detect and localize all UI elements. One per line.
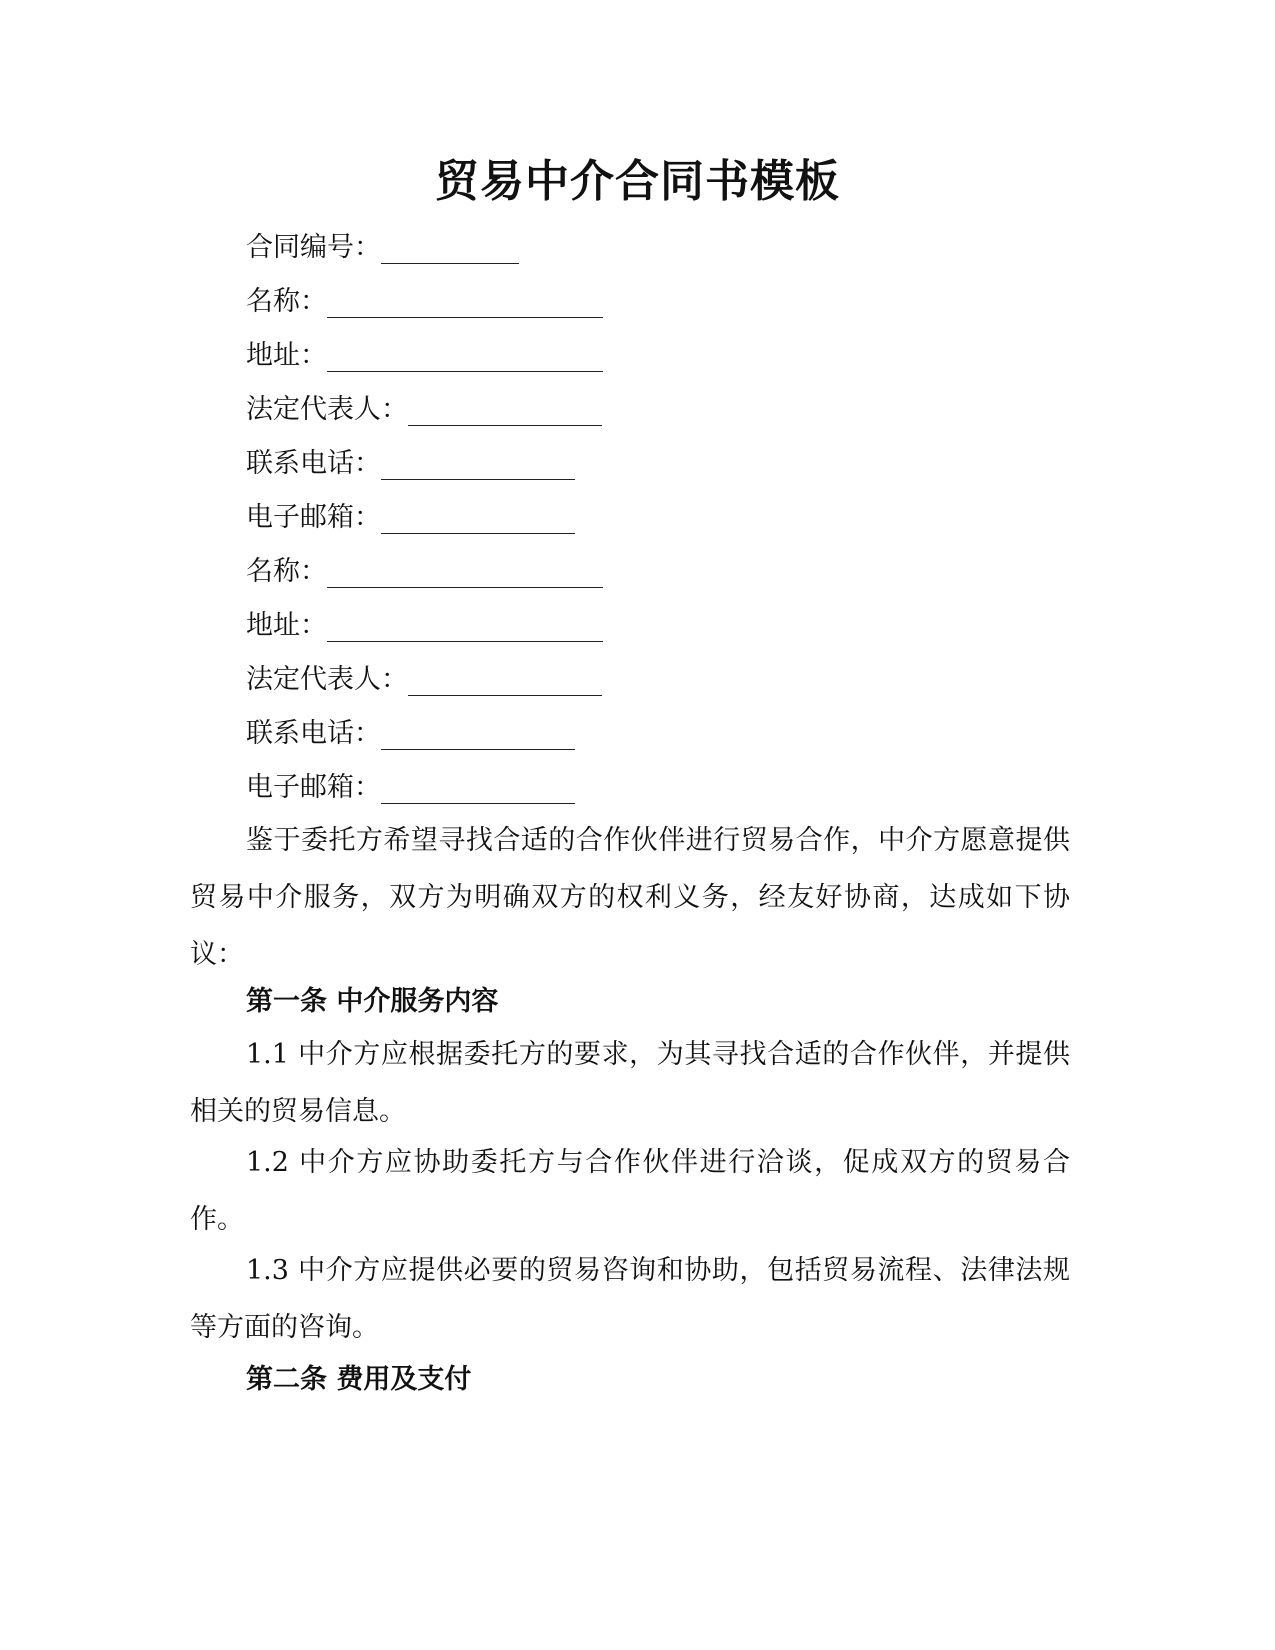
- article-1-heading: 第一条 中介服务内容: [246, 986, 499, 1017]
- blank-line: [381, 451, 575, 480]
- field-label: 地址：: [246, 340, 327, 371]
- field-phone: [246, 444, 575, 484]
- field-name: [246, 552, 603, 592]
- clause-1-3: 1.3 中介方应提供必要的贸易咨询和协助，包括贸易流程、法律法规等方面的咨询。: [190, 1255, 1070, 1343]
- field-email: [246, 498, 575, 538]
- field-label: 地址：: [246, 610, 327, 641]
- field-label: 电子邮箱：: [246, 772, 381, 803]
- article-2-heading: 第二条 费用及支付: [246, 1364, 472, 1395]
- blank-line: [408, 667, 602, 696]
- document-title: 贸易中介合同书模板: [435, 156, 840, 207]
- field-label: 联系电话：: [246, 448, 381, 479]
- blank-line: [327, 343, 603, 372]
- blank-line: [381, 775, 575, 804]
- clause-1-1: 1.1 中介方应根据委托方的要求，为其寻找合适的合作伙伴，并提供相关的贸易信息。: [190, 1039, 1070, 1127]
- field-phone: [246, 714, 575, 754]
- field-email: [246, 768, 575, 808]
- field-address: [246, 336, 603, 376]
- field-label: 电子邮箱：: [246, 502, 381, 533]
- field-label: 法定代表人：: [246, 664, 408, 695]
- field-label: 合同编号：: [246, 232, 381, 263]
- field-name: [246, 282, 603, 322]
- field-legal-representative: [246, 390, 602, 430]
- blank-line: [408, 397, 602, 426]
- blank-line: [327, 289, 603, 318]
- field-address: [246, 606, 603, 646]
- clause-1-2: 1.2 中介方应协助委托方与合作伙伴进行洽谈，促成双方的贸易合作。: [190, 1147, 1070, 1235]
- field-label: 名称：: [246, 286, 327, 317]
- field-label: 联系电话：: [246, 718, 381, 749]
- blank-line: [327, 559, 603, 588]
- blank-line: [327, 613, 603, 642]
- intro-paragraph: 鉴于委托方希望寻找合适的合作伙伴进行贸易合作，中介方愿意提供贸易中介服务，双方为明确双方的权利义务，经友好协商，达成如下协议：: [190, 825, 1070, 970]
- blank-line: [381, 505, 575, 534]
- field-legal-representative: [246, 660, 602, 700]
- field-label: 法定代表人：: [246, 394, 408, 425]
- blank-line: [381, 235, 519, 264]
- field-label: 名称：: [246, 556, 327, 587]
- blank-line: [381, 721, 575, 750]
- field-contract-number: [246, 228, 519, 268]
